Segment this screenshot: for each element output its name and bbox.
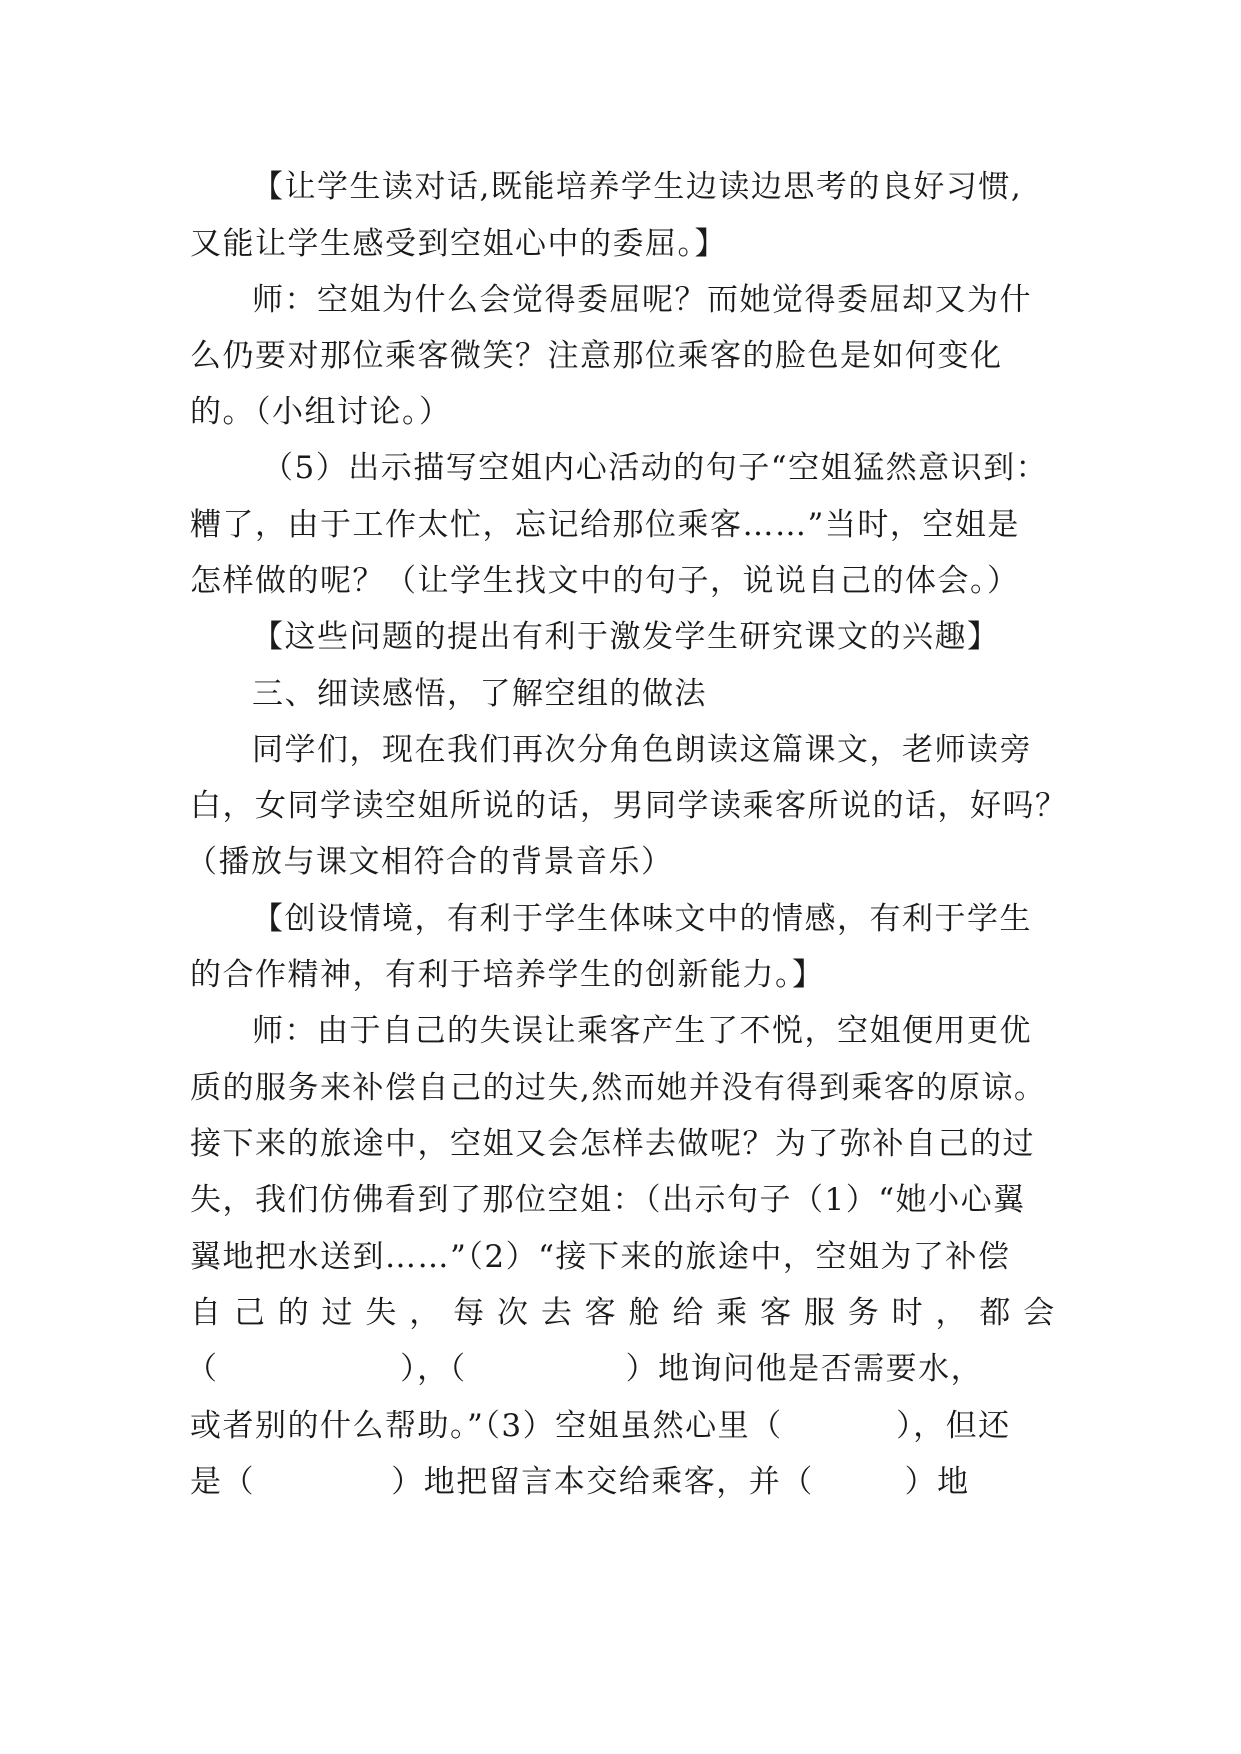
text-line: （播放与课文相符合的背景音乐） xyxy=(186,844,674,880)
text-line: 的。（小组讨论。） xyxy=(190,394,452,430)
text-line: 或者别的什么帮助。”（3）空姐虽然心里（ ），但还 xyxy=(190,1408,1011,1444)
text-line: 【创设情境，有利于学生体味文中的情感，有利于学生 xyxy=(252,901,1032,937)
text-line: 师：空姐为什么会觉得委屈呢？而她觉得委屈却又为什 xyxy=(252,282,1032,318)
text-line: 师：由于自己的失误让乘客产生了不悦，空姐便用更优 xyxy=(252,1013,1032,1049)
text-line: 么仍要对那位乘客微笑？注意那位乘客的脸色是如何变化 xyxy=(190,338,1003,374)
text-line: 【这些问题的提出有利于激发学生研究课文的兴趣】 xyxy=(252,619,1000,655)
section-heading: 三、细读感悟，了解空组的做法 xyxy=(252,676,707,712)
text-line: 接下来的旅途中，空姐又会怎样去做呢？为了弥补自己的过 xyxy=(190,1126,1035,1162)
text-line: 质的服务来补偿自己的过失,然而她并没有得到乘客的原谅。 xyxy=(190,1070,1047,1106)
text-line: 同学们，现在我们再次分角色朗读这篇课文，老师读旁 xyxy=(252,732,1032,768)
text-line: （5）出示描写空姐内心活动的句子“空姐猛然意识到： xyxy=(262,450,1049,486)
text-line: 自 己 的 过 失 ， 每 次 去 客 舱 给 乘 客 服 务 时 ， 都 会 xyxy=(190,1295,1056,1331)
text-line: 翼地把水送到……”（2）“接下来的旅途中，空姐为了补偿 xyxy=(190,1239,1011,1275)
text-line: 怎样做的呢？（让学生找文中的句子，说说自己的体会。） xyxy=(190,563,1020,599)
text-line: （ ），（ ）地询问他是否需要水， xyxy=(186,1351,984,1387)
text-line: 糟了，由于工作太忙，忘记给那位乘客……”当时，空姐是 xyxy=(190,507,1020,543)
text-line: 又能让学生感受到空姐心中的委屈。】 xyxy=(190,226,727,262)
text-line: 是（ ）地把留言本交给乘客，并（ ）地 xyxy=(190,1464,970,1500)
text-line: 白，女同学读空姐所说的话，男同学读乘客所说的话，好吗？ xyxy=(190,788,1068,824)
text-line: 的合作精神，有利于培养学生的创新能力。】 xyxy=(190,957,825,993)
text-line: 失，我们仿佛看到了那位空姐：（出示句子（1）“她小心翼 xyxy=(190,1182,1026,1218)
text-line: 【让学生读对话,既能培养学生边读边思考的良好习惯, xyxy=(252,169,1023,205)
